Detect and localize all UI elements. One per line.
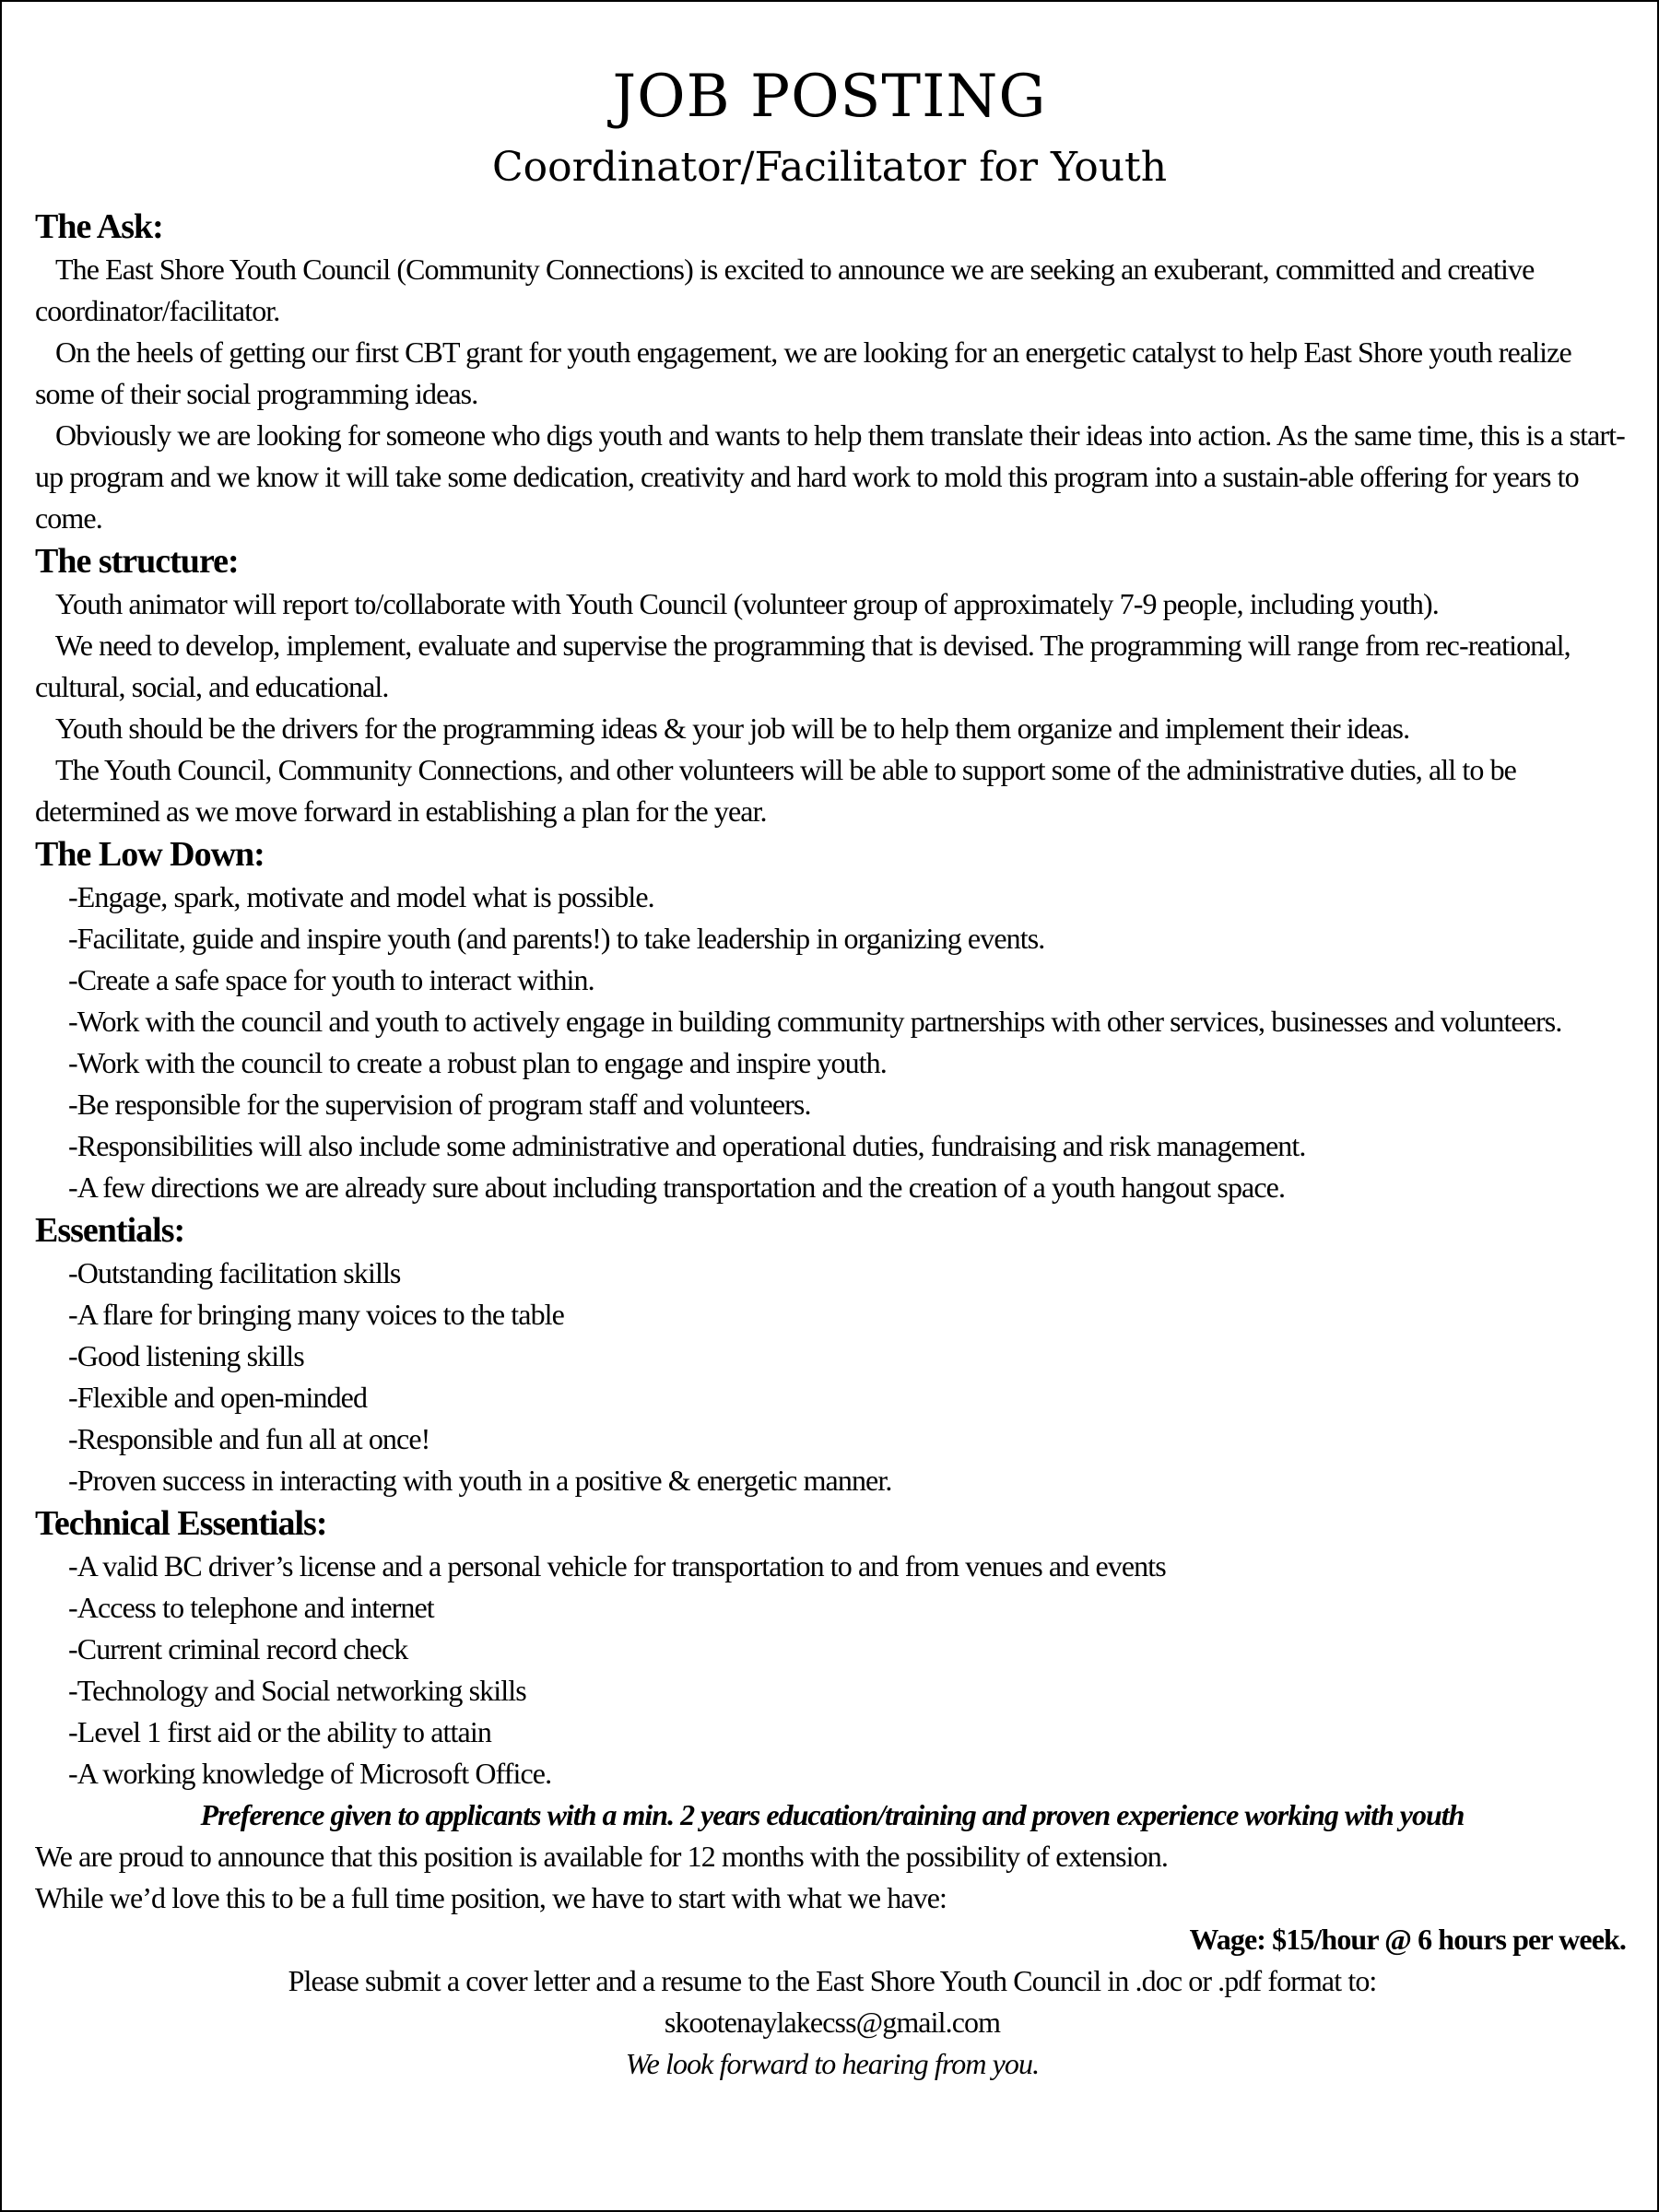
section-heading-the-low-down: The Low Down: bbox=[35, 835, 265, 874]
posting-title: JOB POSTING bbox=[612, 63, 1047, 131]
structure-paragraph: Youth should be the drivers for the programming ideas & your job will be to help them organize and implement their ideas. bbox=[55, 712, 1410, 745]
low-down-list bbox=[35, 877, 1630, 1208]
essentials-list bbox=[35, 1253, 1630, 1501]
wage-text: Wage: $15/hour @ 6 hours per week. bbox=[1189, 1923, 1626, 1956]
section-essentials bbox=[35, 1208, 1630, 1501]
low-down-item: -Be responsible for the supervision of program staff and volunteers. bbox=[68, 1088, 811, 1121]
contact-email: skootenaylakecss@gmail.com bbox=[664, 2006, 1001, 2039]
posting-subtitle: Coordinator/Facilitator for Youth bbox=[491, 144, 1168, 191]
section-the-ask bbox=[35, 205, 1630, 539]
section-technical-essentials bbox=[35, 1501, 1630, 1794]
low-down-item: -Create a safe space for youth to interact within. bbox=[68, 963, 594, 996]
essentials-item: -Proven success in interacting with youth in a positive & energetic manner. bbox=[68, 1464, 892, 1497]
structure-paragraph: The Youth Council, Community Connections, and other volunteers will be able to support some of the administrative duties, all to be determined as we move forward in establishing a plan for the year. bbox=[35, 753, 1516, 828]
essentials-item: -A flare for bringing many voices to the table bbox=[68, 1298, 564, 1331]
section-heading-technical-essentials: Technical Essentials: bbox=[35, 1504, 327, 1543]
technical-essentials-item: -Current criminal record check bbox=[68, 1632, 408, 1665]
ask-paragraph: On the heels of getting our first CBT grant for youth engagement, we are looking for an energetic catalyst to help East Shore youth realize some of their social programming ideas. bbox=[35, 335, 1571, 410]
closing-line: We look forward to hearing from you. bbox=[625, 2047, 1040, 2080]
section-heading-the-ask: The Ask: bbox=[35, 207, 163, 246]
technical-essentials-item: -Access to telephone and internet bbox=[68, 1591, 434, 1624]
posting-header bbox=[2, 59, 1657, 195]
low-down-item: -Work with the council to create a robust plan to engage and inspire youth. bbox=[68, 1046, 887, 1079]
section-heading-essentials: Essentials: bbox=[35, 1211, 185, 1250]
technical-essentials-item: -Technology and Social networking skills bbox=[68, 1674, 526, 1707]
essentials-item: -Flexible and open-minded bbox=[68, 1381, 368, 1414]
technical-essentials-item: -A working knowledge of Microsoft Office. bbox=[68, 1757, 552, 1790]
low-down-item: -Responsibilities will also include some administrative and operational duties, fundraising and risk management. bbox=[68, 1129, 1306, 1162]
essentials-item: -Outstanding facilitation skills bbox=[68, 1256, 401, 1289]
technical-essentials-item: -A valid BC driver’s license and a personal vehicle for transportation to and from venues and events bbox=[68, 1549, 1166, 1583]
low-down-item: -A few directions we are already sure about including transportation and the creation of a youth hangout space. bbox=[68, 1171, 1286, 1204]
full-time-note: While we’d love this to be a full time position, we have to start with what we have: bbox=[35, 1881, 947, 1914]
preference-note: Preference given to applicants with a min. 2 years education/training and proven experience working with youth bbox=[200, 1798, 1465, 1831]
ask-paragraph: The East Shore Youth Council (Community Connections) is excited to announce we are seeking an exuberant, committed and creative coordinator/facilitator. bbox=[35, 253, 1535, 327]
low-down-item: -Facilitate, guide and inspire youth (and parents!) to take leadership in organizing events. bbox=[68, 922, 1045, 955]
low-down-item: -Engage, spark, motivate and model what is possible. bbox=[68, 880, 654, 913]
ask-paragraph: Obviously we are looking for someone who digs youth and wants to help them translate their ideas into action. As the same time, this is a start-up program and we know it will take some dedication, creativity and hard work to mold this program into a sustain-able offering for years to come. bbox=[35, 418, 1625, 535]
structure-paragraph: We need to develop, implement, evaluate and supervise the programming that is devised. The programming will range from rec-reational, cultural, social, and educational. bbox=[35, 629, 1571, 703]
submit-instructions: Please submit a cover letter and a resume to the East Shore Youth Council in .doc or .pdf format to: bbox=[288, 1964, 1377, 1997]
technical-essentials-list bbox=[35, 1546, 1630, 1794]
structure-paragraph: Youth animator will report to/collaborate with Youth Council (volunteer group of approximately 7-9 people, including youth). bbox=[55, 587, 1439, 620]
technical-essentials-item: -Level 1 first aid or the ability to attain bbox=[68, 1715, 491, 1748]
essentials-item: -Good listening skills bbox=[68, 1339, 304, 1372]
section-the-low-down bbox=[35, 832, 1630, 1208]
low-down-item: -Work with the council and youth to actively engage in building community partnerships with other services, businesses and volunteers. bbox=[68, 1005, 1562, 1038]
posting-body bbox=[35, 205, 1630, 2085]
posting-footer bbox=[35, 1794, 1630, 2085]
section-the-structure bbox=[35, 539, 1630, 832]
announcement-text: We are proud to announce that this position is available for 12 months with the possibility of extension. bbox=[35, 1840, 1168, 1873]
essentials-item: -Responsible and fun all at once! bbox=[68, 1422, 430, 1455]
section-heading-the-structure: The structure: bbox=[35, 542, 239, 581]
